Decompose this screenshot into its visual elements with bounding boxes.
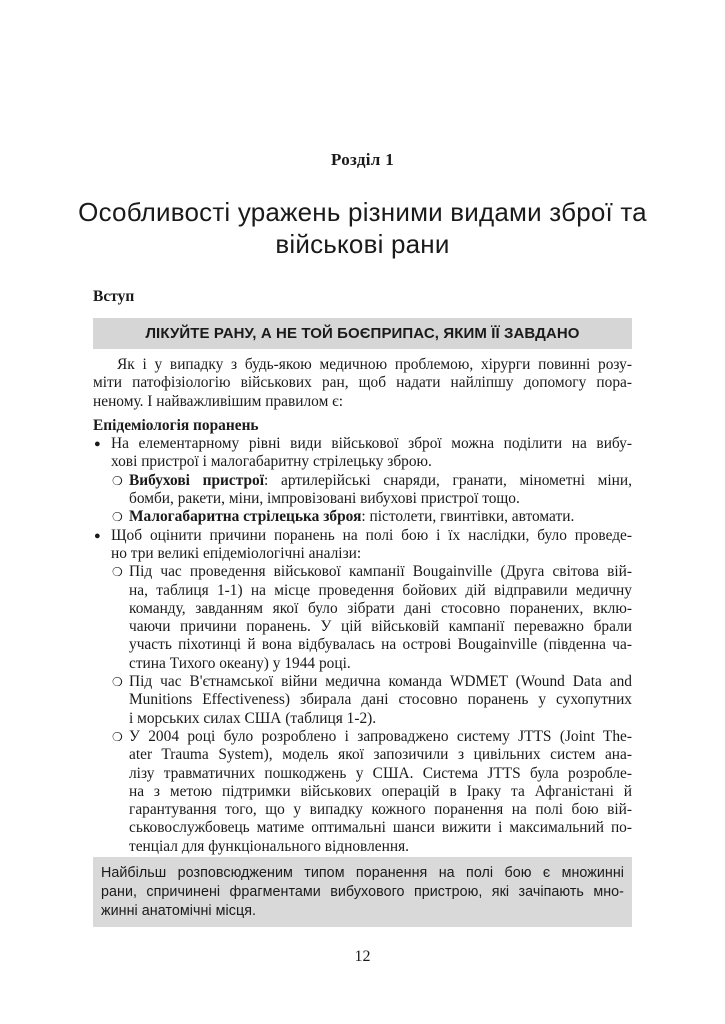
sub-item-line: Під час В'єтнамської війни медична команда WDMET (Wound Data and <box>129 673 632 691</box>
chapter-title-line: військові рани <box>275 229 450 259</box>
sub-item-line: ськовослужбовець матиме оптимальні шанси вижити і максимальний по- <box>129 819 632 837</box>
sub-item-line: команду, завданням якої було зібрати дані стосовно поранених, вклю- <box>129 599 632 617</box>
note-box <box>93 857 632 927</box>
term-explosive-devices: Вибухові пристрої <box>129 471 265 489</box>
bullet-dot-icon: ● <box>94 529 101 542</box>
sub-item-line: Під час проведення військової кампанії Bougainville (Друга світова вій- <box>129 563 632 581</box>
bullet-line: хові пристрої і малогабаритну стрілецьку зброю. <box>111 453 432 471</box>
intro-line: міти патофізіологію військових ран, щоб надати найліпшу допомогу пора- <box>93 374 632 392</box>
body-text <box>93 356 632 856</box>
sub-item-line: стина Тихого океану) у 1944 році. <box>129 654 351 672</box>
sub-item-jtts <box>93 728 632 856</box>
section-heading: Вступ <box>93 288 135 305</box>
sub-item-line: ater Trauma System), модель якої запозичили з цивільних систем ана- <box>129 746 632 764</box>
sub-item-bougainville <box>93 563 632 673</box>
sub-item-line: гарантування того, що у випадку кожного поранення на полі бою вій- <box>129 801 632 819</box>
banner-text: ЛІКУЙТЕ РАНУ, А НЕ ТОЙ БОЄПРИПАС, ЯКИМ ЇЇ ЗАВДАНО <box>145 325 580 342</box>
bullet-line: но три великі епідеміологічні аналізи: <box>111 544 362 562</box>
epidemiology-heading: Епідеміологія поранень <box>93 416 259 434</box>
circle-bullet-icon: ❍ <box>112 473 123 488</box>
sub-item-line <box>129 472 632 490</box>
sub-item-line: лізу травматичних пошкоджень у США. Система JTTS була розробле- <box>129 764 632 782</box>
sub-item-text: : артилерійські снаряди, гранати, мінометні міни, <box>264 471 632 489</box>
bullet-line: На елементарному рівні види військової зброї можна поділити на вибу- <box>111 435 632 453</box>
chapter-label: Розділ 1 <box>331 150 394 169</box>
note-line: жинні анатомічні місця. <box>101 903 257 919</box>
sub-item-line: і морських силах США (таблиця 1-2). <box>129 709 377 727</box>
page-number: 12 <box>354 948 371 965</box>
sub-item-line: У 2004 році було розроблено і запроваджено систему JTTS (Joint The- <box>129 727 632 745</box>
sub-item-text: : пістолети, гвинтівки, автомати. <box>361 508 575 526</box>
circle-bullet-icon: ❍ <box>112 675 123 690</box>
sub-item-line: участь піхотинці й вона відбувалась на острові Bougainville (південна ча- <box>129 636 632 654</box>
sub-item-wdmet <box>93 673 632 728</box>
note-line: Найбільш розповсюдженим типом поранення на полі бою є множинні <box>101 865 624 881</box>
sub-item-line: чаючи причини поранень. У цій військовій кампанії переважно брали <box>129 618 632 636</box>
circle-bullet-icon: ❍ <box>112 729 123 744</box>
note-line: рани, спричинені фрагментами вибухового пристрою, які зачіпають мно- <box>101 884 624 900</box>
bullet-item <box>93 527 632 564</box>
intro-line: неному. І найважливішим правилом є: <box>93 392 344 410</box>
sub-item-line: бомби, ракети, міни, імпровізовані вибухові пристрої тощо. <box>129 490 520 508</box>
sub-item-line: тенціал для функціонального відновлення. <box>129 837 410 855</box>
intro-paragraph <box>93 356 632 411</box>
term-small-arms: Малогабаритна стрілецька зброя <box>129 508 362 526</box>
sub-item-line: на, таблиця 1-1) на місце проведення бойових дій відправили медичну <box>129 581 632 599</box>
chapter-title <box>70 196 655 260</box>
sub-item-explosive <box>93 472 632 509</box>
intro-line: Як і у випадку з будь-якою медичною проблемою, хірурги повинні розу- <box>117 356 632 373</box>
key-rule-banner <box>93 318 632 349</box>
sub-item-line: Munitions Effectiveness) збирала дані стосовно поранень у сухопутних <box>129 691 632 709</box>
bullet-line: Щоб оцінити причини поранень на полі бою і їх наслідки, було проведе- <box>111 526 632 544</box>
sub-item-line: на з метою підтримки військових операцій в Іраку та Афганістані й <box>129 782 632 800</box>
sub-item-small-arms <box>93 508 632 526</box>
circle-bullet-icon: ❍ <box>112 510 123 525</box>
bullet-dot-icon: ● <box>94 438 101 451</box>
bullet-item <box>93 435 632 472</box>
sub-item-line <box>129 508 632 526</box>
chapter-title-line: Особливості уражень різними видами зброї та <box>78 197 647 227</box>
circle-bullet-icon: ❍ <box>112 565 123 580</box>
